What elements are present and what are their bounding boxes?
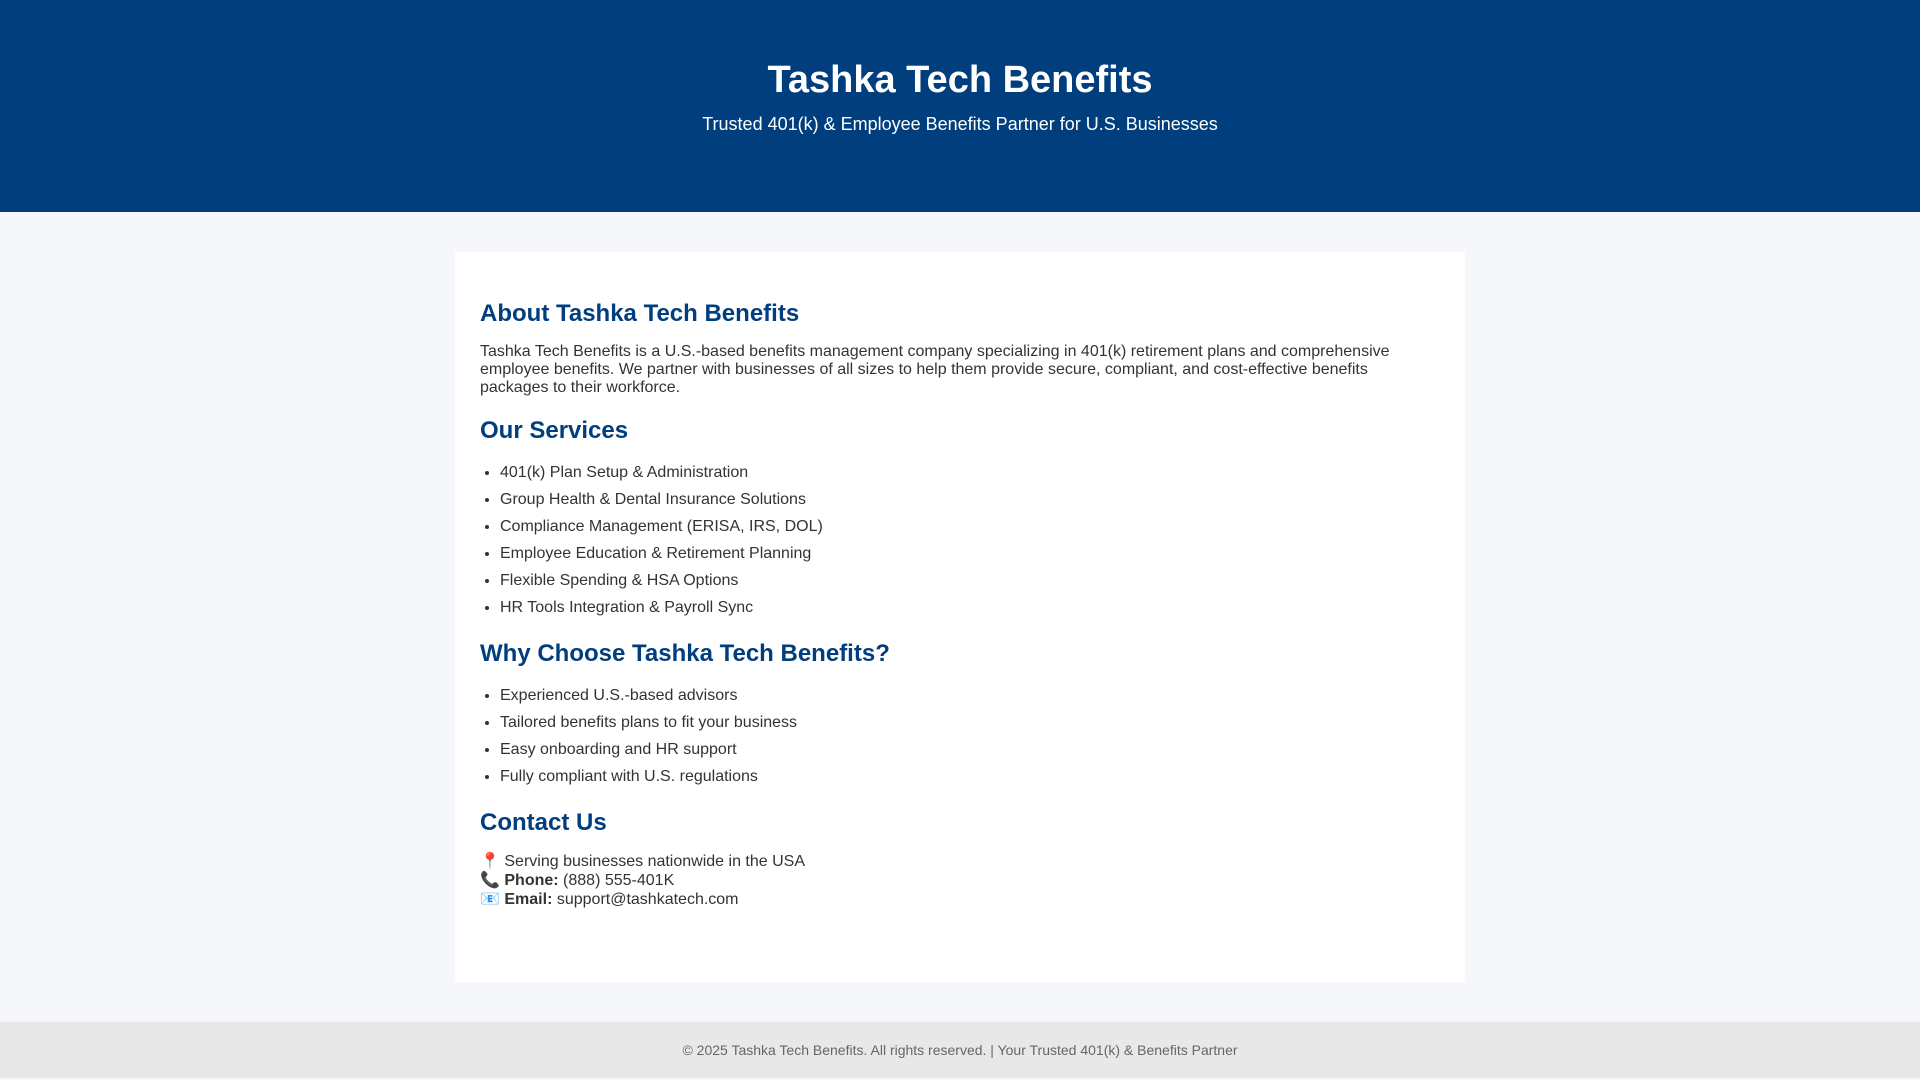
why-item: • Experienced U.S.-based advisors <box>500 686 1440 705</box>
service-item: • HR Tools Integration & Payroll Sync <box>500 598 1440 617</box>
phone-label: Phone: <box>504 872 559 889</box>
service-item: • Compliance Management (ERISA, IRS, DOL) <box>500 517 1440 536</box>
contact-details <box>480 852 1440 909</box>
contact-phone <box>480 871 1440 890</box>
contact-heading: Contact Us <box>480 809 607 836</box>
pin-icon: 📍 <box>480 853 500 870</box>
site-subtitle: Trusted 401(k) & Employee Benefits Partner for U.S. Businesses <box>702 114 1218 134</box>
why-item: • Easy onboarding and HR support <box>500 740 1440 759</box>
why-item: • Tailored benefits plans to fit your business <box>500 713 1440 732</box>
email-label: Email: <box>504 891 553 908</box>
email-address: support@tashkatech.com <box>556 891 739 908</box>
email-icon: 📧 <box>480 891 500 908</box>
service-item: • Group Health & Dental Insurance Solutions <box>500 490 1440 509</box>
services-list <box>480 463 1440 617</box>
why-item: • Fully compliant with U.S. regulations <box>500 767 1440 786</box>
phone-number: (888) 555-401K <box>563 872 675 889</box>
site-header <box>0 0 1920 212</box>
why-list <box>480 686 1440 786</box>
contact-location <box>480 852 1440 871</box>
phone-icon: 📞 <box>480 872 500 889</box>
location-text: Serving businesses nationwide in the USA <box>504 853 805 870</box>
about-heading: About Tashka Tech Benefits <box>480 300 800 327</box>
footer-text: © 2025 Tashka Tech Benefits. All rights reserved. | Your Trusted 401(k) & Benefits Partner <box>682 1042 1238 1058</box>
services-heading: Our Services <box>480 417 629 444</box>
main-content <box>455 252 1465 982</box>
site-footer <box>0 1022 1920 1078</box>
service-item: • Flexible Spending & HSA Options <box>500 571 1440 590</box>
contact-email <box>480 890 1440 909</box>
service-item: • Employee Education & Retirement Planning <box>500 544 1440 563</box>
about-text: Tashka Tech Benefits is a U.S.-based benefits management company specializing in 401(k) retirement plans and comprehensive employee benefits. We partner with businesses of all sizes to help them provide secure, compliant, and cost-effective benefits packages to their workforce. <box>480 343 1390 396</box>
site-title: Tashka Tech Benefits <box>767 59 1153 101</box>
service-item: • 401(k) Plan Setup & Administration <box>500 463 1440 482</box>
why-heading: Why Choose Tashka Tech Benefits? <box>480 640 890 667</box>
